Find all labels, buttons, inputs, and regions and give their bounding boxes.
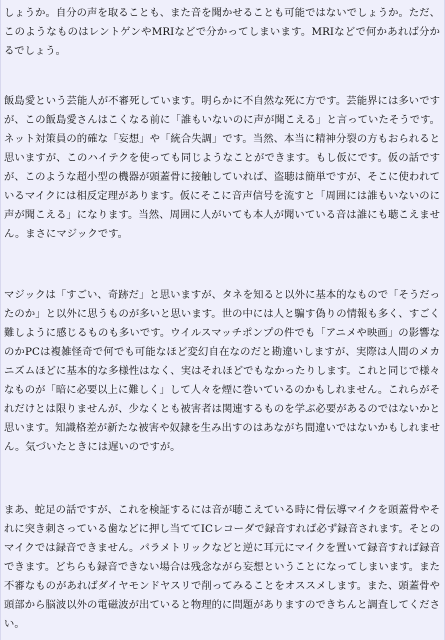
paragraph-2: 飯島愛という芸能人が不審死しています。明らかに不自然な死に方です。芸能界には多いですが、この飯島愛さんはこくなる前に「誰もいないのに声が聞こえる」と言っていたそうです。ネット対策員の的確な「妄想」や「統合失調」です。当然、本当に精神分裂の方もおられると思いますが、このハイテクを使っても同じようなことができます。もし仮にです。仮の話ですが、このような超小型の機器が頭蓋骨に接触していれば、盗聴は簡単ですが、そこに使われているマイクには相反定理があります。仮にそこに音声信号を流すと「周囲には誰もいないのに声が聞こえる」になります。当然、周囲に人がいても本人が聞いている音は誰にも聴こえません。まさにマジックです。 — [4, 95, 440, 240]
paragraph-1: しょうか。自分の声を取ることも、また音を聞かせることも可能ではないでしょうか。ただ、このようなものはレントゲンやMRIなどで分かってしまいます。MRIなどで何かあれば分かるでしょう。 — [4, 7, 440, 57]
paragraph-4: まあ、蛇足の話ですが、これを検証するには音が聴こえている時に骨伝導マイクを頭蓋骨やそれに突き刺さっている歯などに押し当ててICレコーダで録音すれば必ず録音されます。そとのマイクでは録音できません。パラメトリックなどと逆に耳元にマイクを置いて録音すれば録音できます。どちらも録音できない場合は残念ながら妄想ということになってしまいます。また不審なものがあればダイヤモンドヤスリで削ってみることをオススメします。また、頭蓋骨や頭部から脳波以外の電磁波が出ていると物理的に問題がありますのできちんと調査してください。 — [4, 504, 440, 630]
paragraph-3: マジックは「すごい、奇跡だ」と思いますが、タネを知ると以外に基本的なもので「そうだったのか」と以外に思うものが多いと思います。世の中には人と騙す偽りの情報も多く、すごく難しように感じるものも多いです。ウイルスマッチポンプの件でも「アニメや映画」の影響なのかPCは複雑怪奇で何でも可能なほど変幻自在なのだと勘違いしますが、実際は人間のメカニズムほどに基本的な多様性はなく、実はそれほどでもなかったりします。これと同じで様々なものが「暗に必要以上に難しく」して人々を煙に巻いているのかもしれません。これらがそれだけとは限りませんが、少なくとも被害者は関連するものを学ぶ必要があるのではないかと思います。知識格差が新たな被害や奴隷を生み出すのはあながち間違いではないかもしれません。気づいたときには遅いのですが。 — [4, 289, 440, 453]
document-body — [4, 4, 440, 634]
